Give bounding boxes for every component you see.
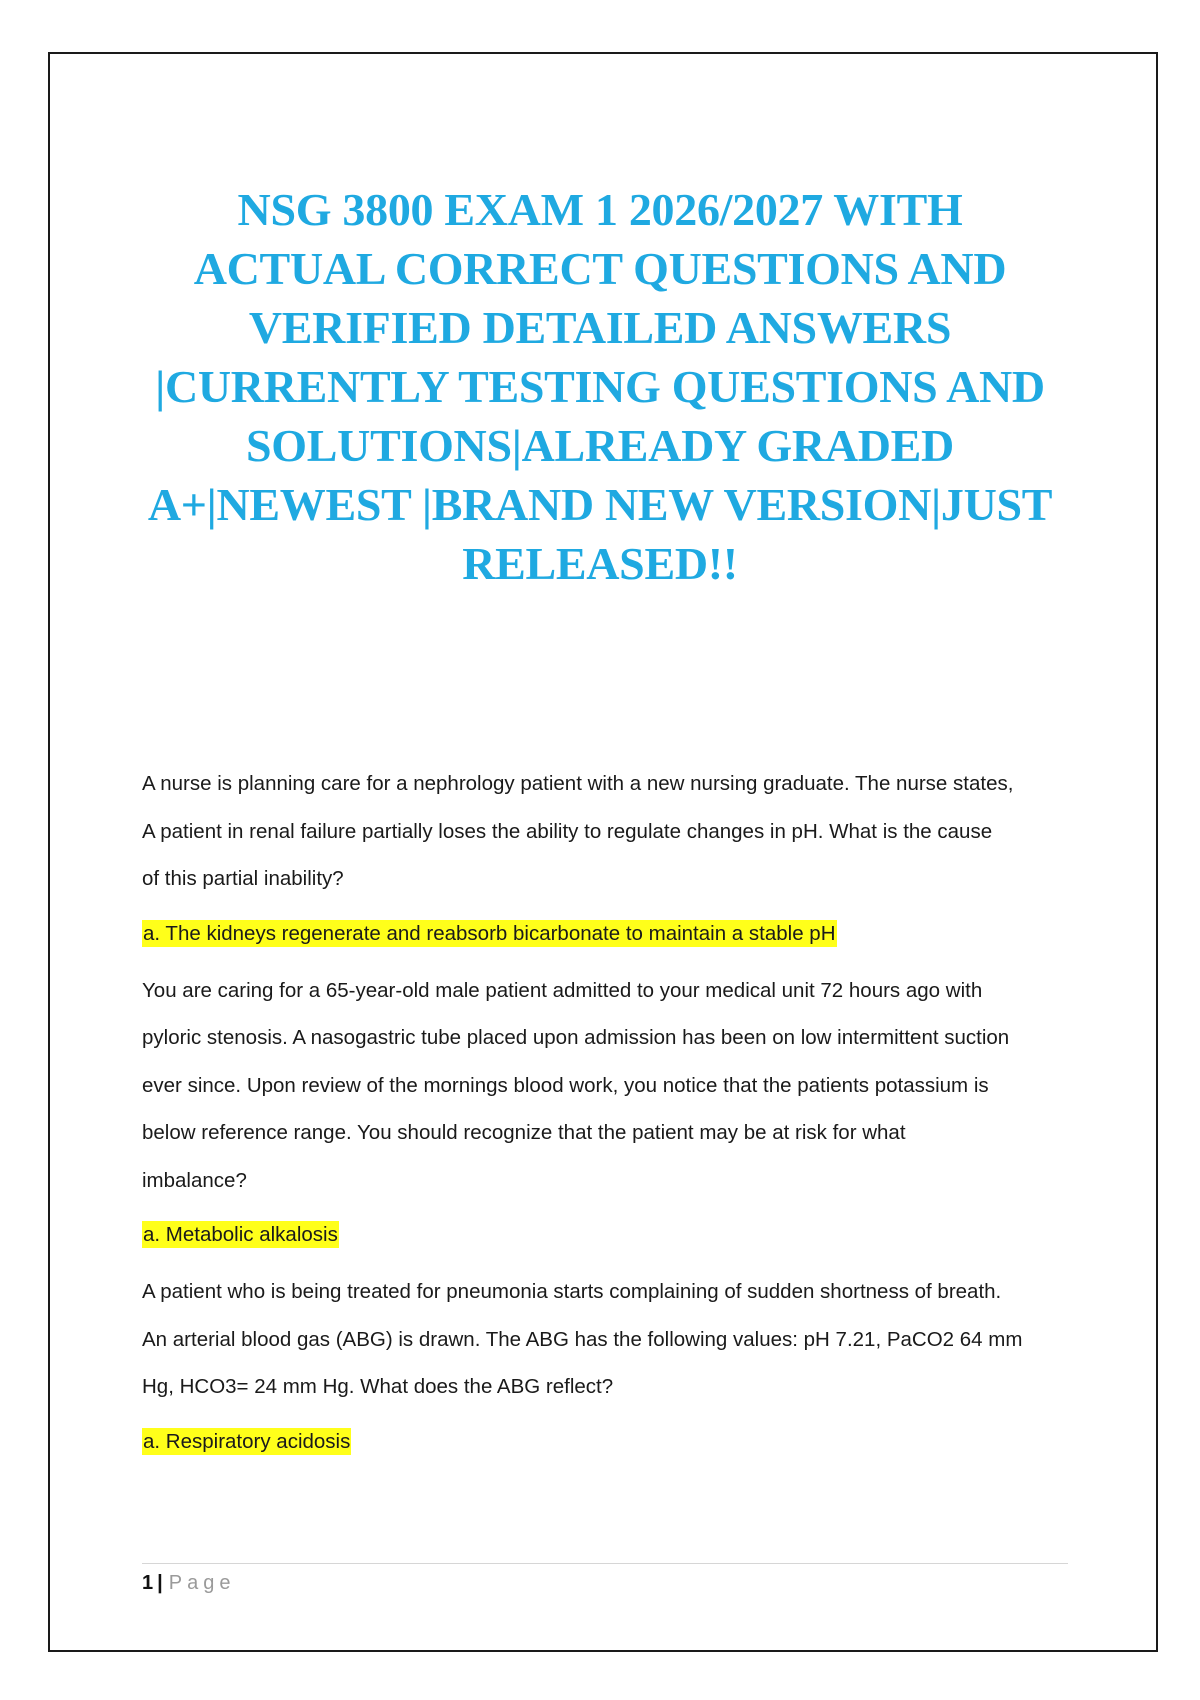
answer-text: a. The kidneys regenerate and reabsorb bicarbonate to maintain a stable pH	[143, 921, 836, 945]
answer-text: a. Respiratory acidosis	[143, 1429, 351, 1453]
question-line: Hg, HCO3= 24 mm Hg. What does the ABG reflect?	[142, 1375, 614, 1398]
title-line: ACTUAL CORRECT QUESTIONS AND	[193, 243, 1007, 294]
question-line: An arterial blood gas (ABG) is drawn. The ABG has the following values: pH 7.21, PaCO2 64 mm	[142, 1327, 1023, 1351]
question-line: imbalance?	[142, 1168, 247, 1192]
title-line: SOLUTIONS|ALREADY GRADED	[246, 420, 954, 471]
question-line: of this partial inability?	[142, 867, 344, 890]
footer-divider	[142, 1563, 1068, 1564]
question-line: A nurse is planning care for a nephrology patient with a new nursing graduate. The nurse states,	[142, 772, 1014, 795]
title-line: NSG 3800 EXAM 1 2026/2027 WITH	[237, 184, 963, 235]
title-line: RELEASED!!	[462, 538, 738, 589]
question-line: A patient who is being treated for pneumonia starts complaining of sudden shortness of breath.	[142, 1280, 1002, 1303]
question-block-2	[142, 967, 1072, 1253]
question-line: pyloric stenosis. A nasogastric tube placed upon admission has been on low intermittent suction	[142, 1026, 1010, 1049]
question-line: ever since. Upon review of the mornings blood work, you notice that the patients potassium is	[142, 1073, 989, 1097]
title-line: A+|NEWEST |BRAND NEW VERSION|JUST	[147, 479, 1053, 530]
question-line: below reference range. You should recognize that the patient may be at risk for what	[142, 1121, 906, 1144]
page-label: Page	[168, 1572, 236, 1594]
document-title	[130, 180, 1070, 593]
answer-highlight	[142, 1218, 1072, 1252]
question-line: A patient in renal failure partially loses the ability to regulate changes in pH. What is the cause	[142, 819, 993, 843]
question-text	[142, 967, 1072, 1205]
title-line: VERIFIED DETAILED ANSWERS	[248, 302, 952, 353]
question-block-3	[142, 1268, 1072, 1459]
title-line: |CURRENTLY TESTING QUESTIONS AND	[155, 361, 1045, 412]
question-text	[142, 1268, 1072, 1411]
question-text	[142, 760, 1072, 903]
question-list	[142, 760, 1072, 1475]
page-number: 1	[142, 1572, 154, 1594]
question-line: You are caring for a 65-year-old male patient admitted to your medical unit 72 hours ago with	[142, 978, 983, 1002]
answer-highlight	[142, 1425, 1072, 1459]
page-footer	[142, 1569, 235, 1597]
answer-highlight	[142, 917, 1072, 951]
question-block-1	[142, 760, 1072, 951]
footer-separator: |	[157, 1572, 163, 1594]
answer-text: a. Metabolic alkalosis	[143, 1223, 338, 1246]
